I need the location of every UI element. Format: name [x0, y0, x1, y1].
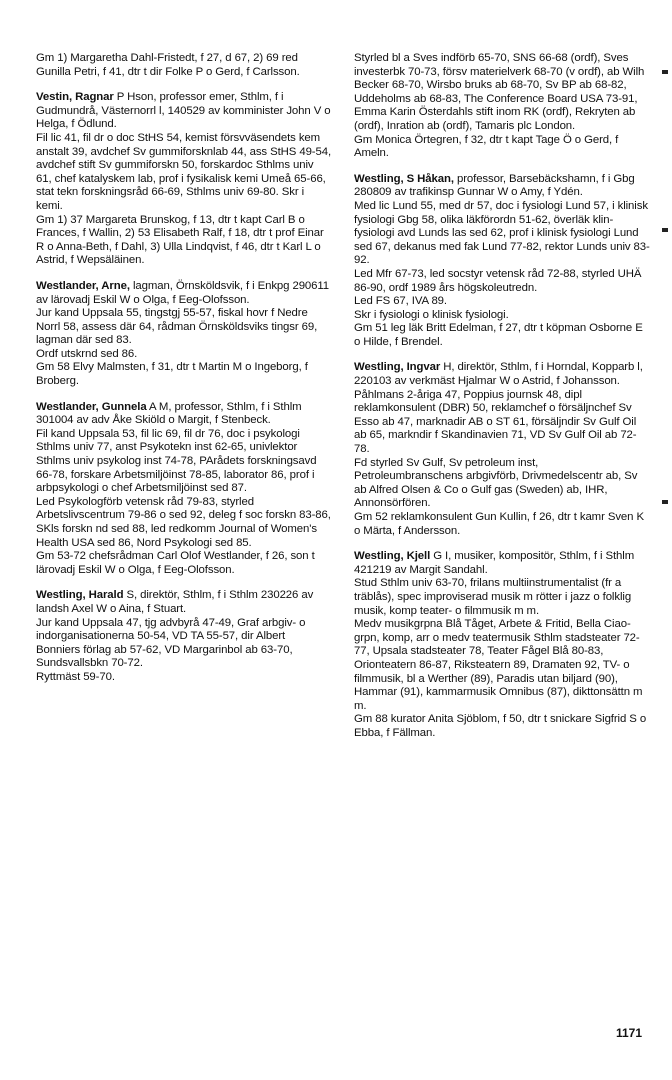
- page-number: 1171: [615, 1026, 642, 1040]
- entry-paragraph: [354, 322, 650, 349]
- entry-text: Med lic Lund 55, med dr 57, doc i fysiologi Lund 57, i klinisk fysiologi Gbg 58, olika läkförordn 51-62, överläk klin-fysiologi avd Lunds las sed 62, prof i klinisk fysiologi Lund sed 67, dekanus med fak Lund 77-82, rektor Lunds univ 83-92.: [354, 199, 650, 267]
- entry-text: Påhlmans 2-åriga 47, Poppius journsk 48, dipl reklamkonsulent (DBR) 50, reklamchef o försäljnchef Sv Esso ab 47, marknadir AB o ST 61, försäljndir Sv Gulf Oil ab 65, markndir f Skandinavien 71, VD Sv Gulf Oil ab 72-78.: [354, 388, 637, 456]
- entry-text: Gm 88 kurator Anita Sjöblom, f 50, dtr t snickare Sigfrid S o Ebba, f Fällman.: [354, 713, 647, 739]
- entry-text: H, direktör, Sthlm, f i Horndal, Kopparb l, 220103 av verkmäst Hjalmar W o Astrid, f Johansson.: [354, 361, 643, 388]
- entry-text: P Hson, professor emer, Sthlm, f i Gudmundrå, Västernorrl l, 140529 av komminister John V o Helga, f Ödlund.: [36, 91, 331, 131]
- scan-edge-mark: [662, 228, 668, 232]
- biography-entry: [36, 52, 332, 79]
- entry-paragraph: [354, 200, 650, 268]
- entry-name: Westlander, Gunnela: [36, 400, 147, 413]
- entry-paragraph: [354, 173, 650, 200]
- entry-text: Gm 1) 37 Margareta Brunskog, f 13, dtr t kapt Carl B o Frances, f Wallin, 2) 53 Elisabeth Ralf, f 18, dtr t prof Einar R o Anna-Beth, f Dahl, 3) Ulla Lindqvist, f 46, dtr t Karl L o Astrid, f Wepsäläinen.: [36, 213, 324, 267]
- entry-text: Gm 53-72 chefsrådman Carl Olof Westlander, f 26, son t lärovadj Eskil W o Olga, f Eeg-Olofsson.: [36, 550, 315, 576]
- biography-entry: [36, 280, 332, 389]
- entry-paragraph: [36, 52, 332, 79]
- entry-name: Westling, S Håkan,: [354, 172, 454, 185]
- entry-paragraph: [354, 52, 650, 134]
- entry-paragraph: [354, 134, 650, 161]
- entry-paragraph: [354, 713, 650, 740]
- entry-text: Fd styrled Sv Gulf, Sv petroleum inst, Petroleumbranschens arbgivförb, Drivmedelscentr ab, Sv ab Alfred Olsen & Co o Gulf gas (Sweden) ab, IHR, Annonsörfören.: [354, 456, 638, 510]
- entry-name: Vestin, Ragnar: [36, 91, 114, 104]
- entry-text: S, direktör, Sthlm, f i Sthlm 230226 av landsh Axel W o Aina, f Stuart.: [36, 589, 314, 615]
- biography-entry: [354, 550, 650, 740]
- biography-entry: [354, 173, 650, 350]
- entry-paragraph: [36, 401, 332, 428]
- entry-paragraph: [36, 361, 332, 388]
- entry-paragraph: [36, 280, 332, 307]
- entry-text: Ryttmäst 59-70.: [36, 670, 115, 683]
- entry-text: Stud Sthlm univ 63-70, frilans multiinstrumentalist (fr a träblås), spec improviserad musik m rötter i jazz o folklig musik, komp teater- o filmmusik m m.: [354, 577, 632, 617]
- entry-name: Westlander, Arne,: [36, 279, 130, 292]
- entry-paragraph: [354, 618, 650, 713]
- entry-name: Westling, Harald: [36, 589, 124, 602]
- entry-text: G I, musiker, kompositör, Sthlm, f i Sthlm 421219 av Margit Sandahl.: [354, 550, 635, 576]
- entry-text: Gm 1) Margaretha Dahl-Fristedt, f 27, d 67, 2) 69 red Gunilla Petri, f 41, dtr t dir Folke P o Gerd, f Carlsson.: [36, 52, 300, 78]
- biography-entry: [354, 361, 650, 538]
- entry-paragraph: [36, 132, 332, 214]
- entry-text: Styrled bl a Sves indförb 65-70, SNS 66-68 (ordf), Sves investerbk 70-73, försv materielverk 68-70 (v ordf), ab Wilh Becker 68-70, Wirsbo bruks ab 68-70, Sv BP ab 68-82, Uddeholms ab 68-83, The Conference Board USA 73-91, Emma Karin Österdahls stift inom RK (ordf), Rekryten ab (ordf), Inration ab (ordf), Tamaris plc London.: [354, 52, 645, 132]
- entry-text: Gm Monica Örtegren, f 32, dtr t kapt Tage Ö o Gerd, f Ameln.: [354, 133, 619, 160]
- biography-entry: [36, 91, 332, 268]
- left-column: [36, 52, 332, 697]
- entry-text: Gm 51 leg läk Britt Edelman, f 27, dtr t köpman Osborne E o Hilde, f Brendel.: [354, 322, 643, 348]
- entry-paragraph: [354, 309, 650, 323]
- biography-entry: [354, 52, 650, 161]
- entry-paragraph: [354, 577, 650, 618]
- scan-edge-mark: [662, 500, 668, 504]
- entry-paragraph: [36, 91, 332, 132]
- entry-text: Ordf utskrnd sed 86.: [36, 347, 138, 360]
- entry-text: Medv musikgrpna Blå Tåget, Arbete & Fritid, Bella Ciao-grpn, komp, arr o medv teatermusik Sthlm stadsteater 72-77, Upsala stadsteater 78, Teater Fågel Blå 80-83, Orionteatern 86-87, Riksteatern 89, Dramaten 92, TV- o filmmusik, bl a Werther (89), Paradis utan biljard (90), Hammar (91), kammarmusik Omnibus (87), dikttonsättn m m.: [354, 618, 643, 712]
- entry-paragraph: [354, 511, 650, 538]
- entry-paragraph: [36, 307, 332, 348]
- entry-paragraph: [354, 389, 650, 457]
- entry-text: A M, professor, Sthlm, f i Sthlm 301004 av adv Åke Skiöld o Margit, f Stenbeck.: [36, 400, 302, 427]
- entry-paragraph: [36, 348, 332, 362]
- entry-name: Westling, Kjell: [354, 550, 431, 563]
- entry-paragraph: [354, 268, 650, 295]
- entry-paragraph: [354, 295, 650, 309]
- entry-paragraph: [354, 550, 650, 577]
- entry-name: Westling, Ingvar: [354, 361, 441, 374]
- entry-paragraph: [354, 361, 650, 388]
- entry-text: lagman, Örnsköldsvik, f i Enkpg 290611 av lärovadj Eskil W o Olga, f Eeg-Olofsson.: [36, 279, 330, 306]
- scan-edge-mark: [662, 70, 668, 74]
- entry-text: Jur kand Uppsala 47, tjg advbyrå 47-49, Graf arbgiv- o indorganisationerna 50-54, VD TA 55-57, dir Albert Bonniers förlag ab 57-62, VD Margarinbol ab 63-70, Sundsvallsbkn 70-72.: [36, 616, 306, 670]
- entry-text: Skr i fysiologi o klinisk fysiologi.: [354, 308, 509, 321]
- entry-text: professor, Barsebäckshamn, f i Gbg 280809 av trafikinsp Gunnar W o Amy, f Ydén.: [354, 172, 635, 199]
- entry-paragraph: [36, 214, 332, 268]
- entry-paragraph: [36, 617, 332, 671]
- entry-text: Fil lic 41, fil dr o doc StHS 54, kemist försvväsendets kem anstalt 39, avdchef Sv gummiforsknlab 44, ass StHS 49-54, avdchef stift Sv gummiforskn 50, forskardoc Sthlms univ 61, chef katalyskem lab, prof i fysikalisk kemi Umeå 65-66, stat tekn forskningsråd 66-69, Sthlms univ 69-80. Skr i kemi.: [36, 131, 332, 212]
- entry-paragraph: [354, 457, 650, 511]
- entry-text: Gm 52 reklamkonsulent Gun Kullin, f 26, dtr t kamr Sven K o Märta, f Andersson.: [354, 511, 644, 537]
- entry-paragraph: [36, 428, 332, 496]
- biography-entry: [36, 401, 332, 578]
- entry-text: Gm 58 Elvy Malmsten, f 31, dtr t Martin M o Ingeborg, f Broberg.: [36, 361, 308, 388]
- entry-text: Led Mfr 67-73, led socstyr vetensk råd 72-88, styrled UHÄ 86-90, ordf 1989 års högskoleutredn.: [354, 267, 642, 294]
- entry-paragraph: [36, 550, 332, 577]
- entry-text: Led FS 67, IVA 89.: [354, 295, 447, 308]
- entry-paragraph: [36, 671, 332, 685]
- biography-entry: [36, 589, 332, 684]
- entry-text: Jur kand Uppsala 55, tingstgj 55-57, fiskal hovr f Nedre Norrl 58, assess där 64, rådman Örnsköldsviks tingsr 69, lagman där sed 83.: [36, 307, 318, 347]
- entry-text: Fil kand Uppsala 53, fil lic 69, fil dr 76, doc i psykologi Sthlms univ 77, anst Psykotekn inst 62-65, univlektor Sthlms univ psykolog inst 74-78, PArådets forskningsavd 66-78, forskare Arbetsmiljöinst 78-85, laborator 86, prof i arbpsykologi o chef Arbetsmiljöinst sed 87.: [36, 427, 317, 495]
- right-column: [354, 52, 650, 753]
- entry-paragraph: [36, 589, 332, 616]
- entry-text: Led Psykologförb vetensk råd 79-83, styrled Arbetslivscentrum 79-86 o sed 92, deleg f soc forskn 83-86, SKls forskn nd sed 88, led redkomm Journal of Women's Health USA sed 86, Nord Psykologi sed 85.: [36, 495, 331, 549]
- entry-paragraph: [36, 496, 332, 550]
